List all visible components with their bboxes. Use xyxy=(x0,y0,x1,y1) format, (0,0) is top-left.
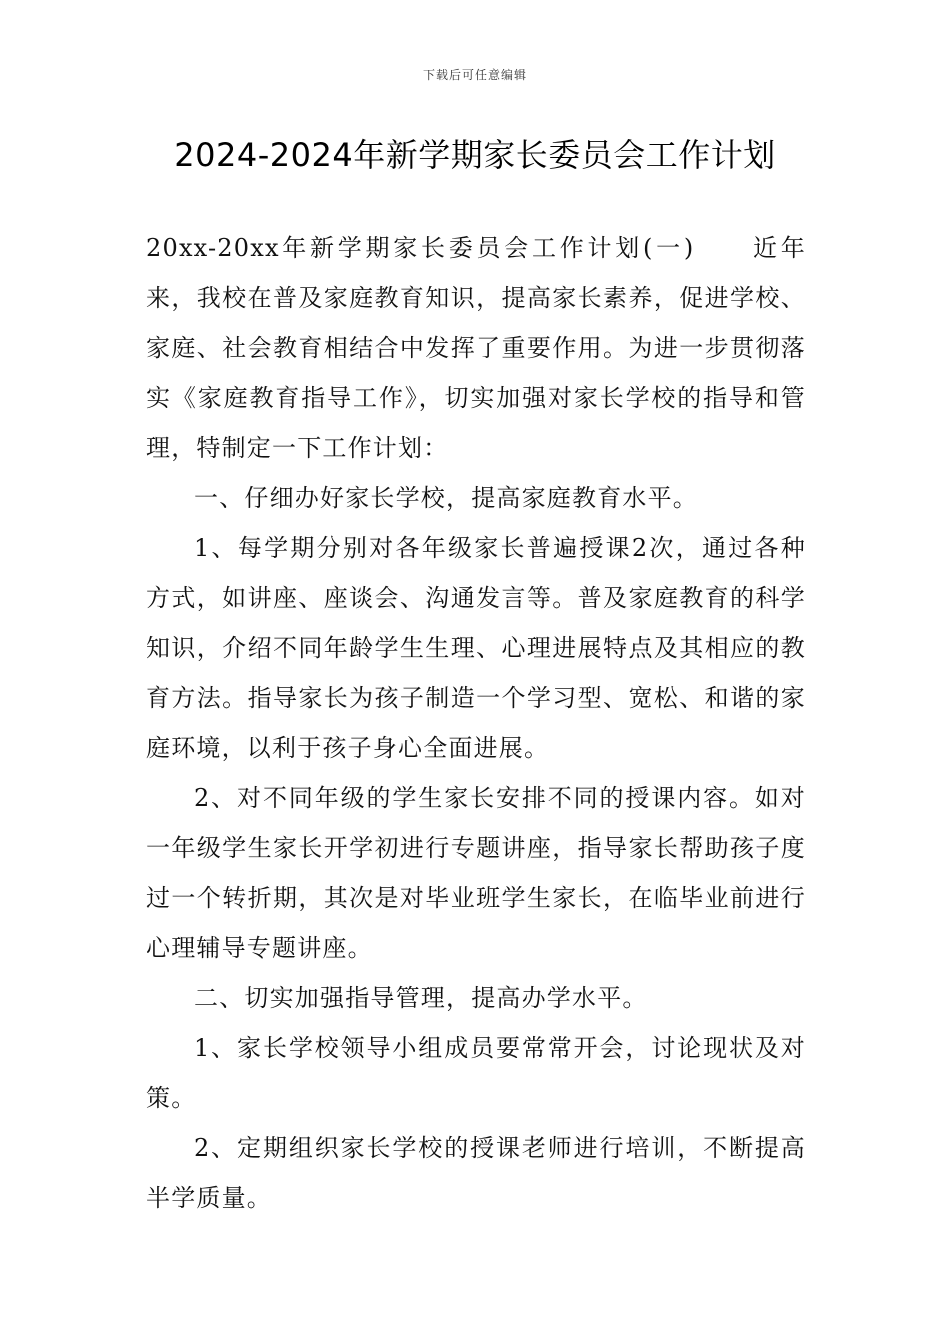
paragraph: 1、每学期分别对各年级家长普遍授课2次，通过各种方式，如讲座、座谈会、沟通发言等。普及家庭教育的科学知识，介绍不同年龄学生生理、心理进展特点及其相应的教育方法。指导家长为孩子制造一个学习型、宽松、和谐的家庭环境，以利于孩子身心全面进展。 xyxy=(146,534,806,762)
paragraph: 2、定期组织家长学校的授课老师进行培训，不断提高半学质量。 xyxy=(146,1134,806,1212)
paragraph: 2、对不同年级的学生家长安排不同的授课内容。如对一年级学生家长开学初进行专题讲座，指导家长帮助孩子度过一个转折期，其次是对毕业班学生家长，在临毕业前进行心理辅导专题讲座。 xyxy=(146,784,806,962)
document-body xyxy=(146,223,806,1223)
section-heading-2: 二、切实加强指导管理，提高办学水平。 xyxy=(194,984,648,1012)
intro-text: 近年来，我校在普及家庭教育知识，提高家长素养，促进学校、家庭、社会教育相结合中发挥了重要作用。为进一步贯彻落实《家庭教育指导工作》，切实加强对家长学校的指导和管理，特制定一下工作计划： xyxy=(146,234,806,462)
section-heading-1: 一、仔细办好家长学校，提高家庭教育水平。 xyxy=(194,484,698,512)
header-note: 下载后可任意编辑 xyxy=(422,68,527,82)
paragraph: 1、家长学校领导小组成员要常常开会，讨论现状及对策。 xyxy=(146,1034,806,1112)
document-title: 2024-2024年新学期家长委员会工作计划 xyxy=(174,136,776,174)
intro-subtitle: 20xx-20xx年新学期家长委员会工作计划(一) xyxy=(146,234,695,262)
intro-paragraph xyxy=(146,223,806,473)
